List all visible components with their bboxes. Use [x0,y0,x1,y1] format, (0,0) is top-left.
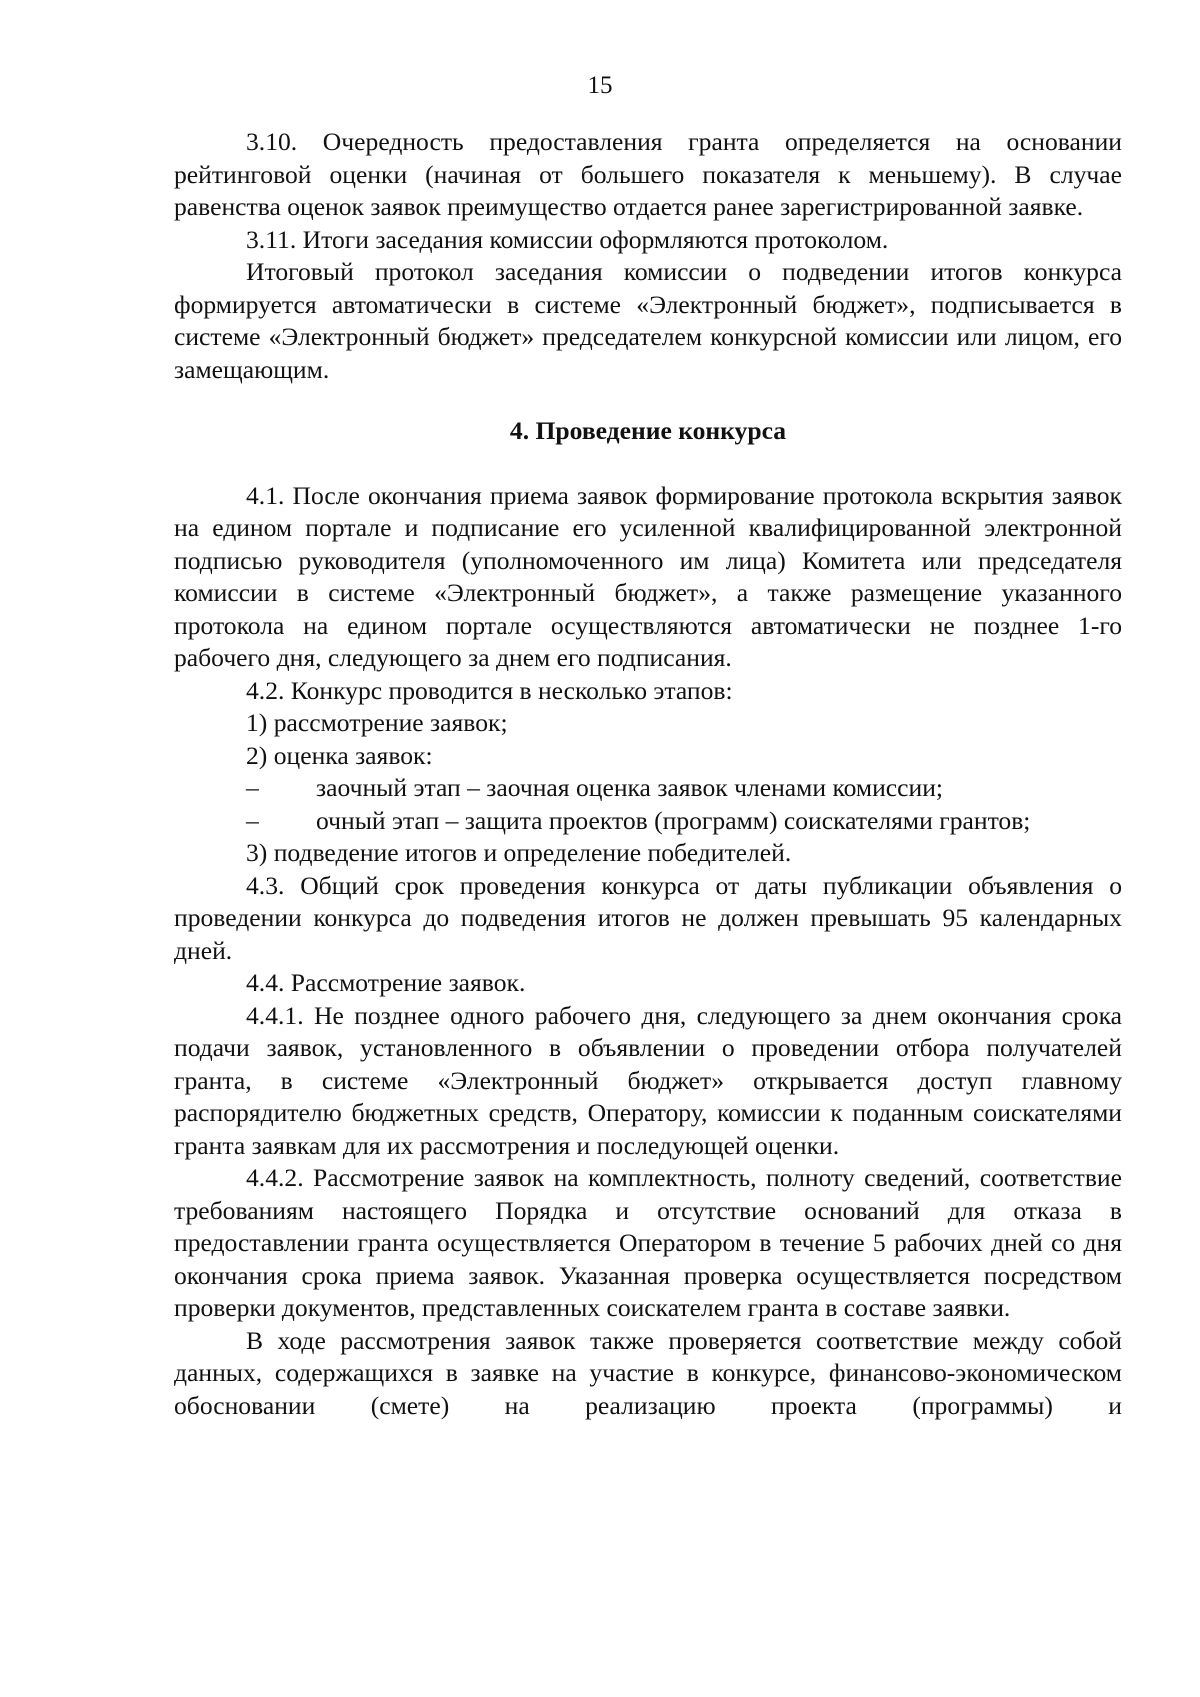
list-item-stage-3: 3) подведение итогов и определение победителей. [246,838,792,867]
paragraph-4-3: 4.3. Общий срок проведения конкурса от даты публикации объявления о проведении конкурса до подведения итогов не должен превышать 95 календарных дней. [174,870,1122,965]
list-item-stage-2: 2) оценка заявок: [246,740,433,770]
dash-item-text: заочный этап – заочная оценка заявок членами комиссии; [316,773,944,802]
dash-bullet: – [246,773,259,802]
paragraph-4-2: 4.2. Конкурс проводится в несколько этапов: [246,675,733,705]
page-number: 15 [587,72,613,99]
paragraph-4-1: 4.1. После окончания приема заявок формирование протокола вскрытия заявок на едином портале и подписание его усиленной квалифицированной электронной подписью руководителя (уполномоченного им лица) Комитета или председателя комиссии в системе «Электронный бюджет», а также размещение указанного протокола на едином портале осуществляются автоматически не позднее 1-го рабочего дня, следующего за днем его подписания. [174,480,1122,672]
section-heading-4: 4. Проведение конкурса [509,416,787,445]
paragraph-3-10: 3.10. Очередность предоставления гранта определяется на основании рейтинговой оценки (начиная от большего показателя к меньшему). В случае равенства оценок заявок преимущество отдается ранее зарегистрированной заявке. [174,127,1122,221]
dash-item-in-person-stage [174,805,1122,838]
paragraph-4-4-2: 4.4.2. Рассмотрение заявок на комплектность, полноту сведений, соответствие требованиям настоящего Порядка и отсутствие оснований для отказа в предоставлении гранта осуществляется Оператором в течение 5 рабочих дней со дня окончания срока приема заявок. Указанная проверка осуществляется посредством проверки документов, представленных соискателем гранта в составе заявки. [174,1163,1122,1322]
dash-item-text: очный этап – защита проектов (программ) соискателями грантов; [316,805,1031,835]
paragraph-final-protocol: Итоговый протокол заседания комиссии о подведении итогов конкурса формируется автоматически в системе «Электронный бюджет», подписывается в системе «Электронный бюджет» председателем конкурсной комиссии или лицом, его замещающим. [174,257,1122,384]
document-body [174,126,1122,1422]
dash-bullet: – [246,805,259,835]
paragraph-review-check: В ходе рассмотрения заявок также проверяется соответствие между собой данных, содержащихся в заявке на участие в конкурсе, финансово-экономическом обосновании (смете) на реализацию проекта (программы) и [174,1325,1122,1420]
list-item-stage-1: 1) рассмотрение заявок; [246,708,508,737]
paragraph-4-4: 4.4. Рассмотрение заявок. [246,968,526,997]
dash-item-correspondence-stage [174,772,1122,805]
paragraph-4-4-1: 4.4.1. Не позднее одного рабочего дня, следующего за днем окончания срока подачи заявок, установленного в объявлении о проведении отбора получателей гранта, в системе «Электронный бюджет» открывается доступ главному распорядителю бюджетных средств, Оператору, комиссии к поданным соискателями гранта заявкам для их рассмотрения и последующей оценки. [174,1000,1122,1160]
paragraph-3-11: 3.11. Итоги заседания комиссии оформляются протоколом. [246,224,889,254]
